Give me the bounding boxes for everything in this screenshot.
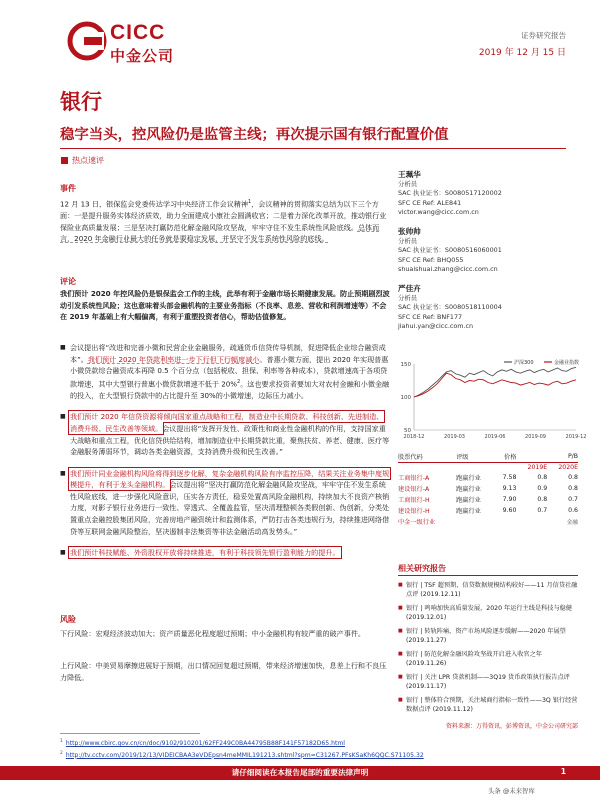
related-item[interactable]: ■ 银行 | TSF 超预期，信贷数据规模结构较好——11 月信贷社融点评 (2019.12.11): [398, 581, 578, 599]
y-tick-label: 100: [400, 395, 411, 401]
analyst-email[interactable]: victor.wang@cicc.com.cn: [398, 208, 479, 217]
x-tick-label: 2019-06: [484, 434, 506, 440]
footnote-ref[interactable]: 1: [247, 199, 252, 205]
table-row[interactable]: 建设银行-H 跑赢行业 9.60 0.7 0.6: [398, 507, 578, 515]
list-item: ■ 我们预计同业金融机构风险将得到逐步化解，复杂金融机构风险有序监控压降，结果关注业务集中度规模提升，有利于龙头金融机构。会议提出将“坚决打赢防范化解金融风险攻坚战，牢牢守住不发生系统性风险底线，进一步强化风险意识，压实各方责任，稳妥处置高风险金融机构，持续加大不良资产核销力度，对影子银行业务进行一致性、穿透式、全覆盖监管，坚决清理整顿各类假创新、伪创新，分类处置重点金融控股集团风险，完善房地产融资统计和监测体系，严防打击各类违规行为，持续推进网络借贷等互联网金融风险整治，坚决遏制非法集资等非法金融活动高发势头。”: [60, 468, 390, 538]
source-note: 资料来源：万得资讯，彭博资讯，中金公司研究部: [445, 723, 578, 730]
table-row[interactable]: 中金一级行业 金融: [398, 519, 578, 526]
related-item[interactable]: ■ 银行 | 转轨阵痛，资产市场风险逐步缓解——2020 年展望 (2019.11.27): [398, 627, 578, 645]
list-item: ■ 我们预计 2020 年信贷资源将倾向国家重点战略和工程，制造业中长期贷款、科技创新、先进制造、消费升级、民生改善等领域。会议提出将“发挥开发性、政策性和商业性金融机构的作用，支持国家重大战略和重点工程，优化信贷供给结构，增加制造业中长期贷款比重，聚焦扶贫、养老、健康、医疗等金融服务薄弱环节，调动各类金融资源，支持消费升级和民生改善。”: [60, 411, 390, 457]
analyst-email[interactable]: shuaishuai.zhang@cicc.com.cn: [398, 265, 498, 274]
footnote: $^2$ http://tv.cctv.com/2019/12/13/VIDEICBAA3eVDEpsn4meMMIL191213.shtml?spm=C31267.PFsKSaKh6QQC.S71105.32: [60, 750, 424, 759]
legend-label: 金融业指数: [554, 360, 580, 366]
footnote: $^1$ http://www.cbirc.gov.cn/cn/doc/9102/910201/62FF249C0BA44795B88F141F57182D65.html: [60, 739, 346, 748]
event-text: 12 月 13 日，银保监会党委传达学习中央经济工作会议精神$^1$，会议精神的贯彻落实总结为以下三个方面：一是提升服务实体经济质效，助力全面建成小康社会圆满收官；二是着力深化改革开放，推动银行业保险业高质量发展；三是坚决打赢防范化解金融风险攻坚战，牢牢守住不发生系统性风险底线。总体而言，2020 年金融行业最大的任务就是要稳定发展，并坚守不发生系统性风险的底线。: [60, 199, 387, 244]
y-tick-label: 150: [400, 362, 411, 368]
related-list: [398, 581, 578, 719]
footnote-link[interactable]: http://tv.cctv.com/2019/12/13/VIDEICBAA3eVDEpsn4meMMIL191213.shtml?spm=C31267.PFsKSaKh6QQC.S71105.32: [65, 751, 424, 759]
list-item: ■ 会议提出将“改进和完善小微和民营企业金融服务，疏通货币信贷传导机制，促进降低企业综合融资成本”。我们预计 2020 年贷款利率进一步下行但下行幅度减小。普惠小微方面，提出 2020 年实现普惠小微贷款综合融资成本再降 0.5 个百分点（包括税收、担保、利率等各种成本），贷款增速高于各项贷款增速，其中大型银行普惠小微贷款增速不低于 20%$^2$。这也要求投资者要加大对农村金融和小微金融的投入，在大型银行贷款中的占比提升至 30%的小微增速，边际压力减小。: [60, 342, 390, 401]
brand-name: CICC: [110, 21, 166, 44]
doc-type: 证券研究报告: [521, 31, 566, 40]
cicc-logo-icon: [68, 22, 106, 60]
stock-table: [398, 451, 578, 527]
footnote-link[interactable]: http://www.cbirc.gov.cn/cn/doc/9102/910201/62FF249C0BA44795B88F141F57182D65.html: [65, 740, 346, 748]
cicc-logo: [68, 20, 178, 66]
x-tick-label: 2018-12: [403, 434, 425, 440]
report-headline: 稳字当头，控风险仍是监管主线；再次提示国有银行配置价值: [60, 127, 449, 143]
y-tick-label: 50: [404, 428, 411, 434]
table-row[interactable]: 建设银行-A 跑赢行业 9.13 0.9 0.8: [398, 485, 578, 493]
legend-label: 沪深300: [514, 360, 534, 366]
x-tick-label: 2019-03: [444, 434, 465, 440]
watermark: 头条 @未来智库: [488, 787, 535, 795]
title-rule: [60, 148, 566, 149]
related-item[interactable]: ■ 银行 | 关注 LPR 贷款机制——3Q19 货币政策执行报告点评 (2019.11.17): [398, 673, 578, 691]
brand-name-cn: 中金公司: [110, 47, 175, 65]
page-number: 1: [560, 767, 566, 776]
related-item[interactable]: ■ 银行 | 防范化解金融风险攻坚战开启进入收官之年 (2019.11.26): [398, 650, 578, 668]
tag-square-icon: [61, 157, 68, 164]
x-tick-label: 2019-09: [525, 434, 546, 440]
analyst-card: 严佳卉 分析员 SAC 执业证书：S0080518110004 SFC CE Ref: BNF177 jiahui.yan@cicc.com.cn: [398, 284, 578, 332]
report-date: 2019 年 12 月 15 日: [478, 48, 566, 58]
related-item[interactable]: ■ 银行 | 整体符合预期，关注城商行指标一致性——3Q 银行经营数据点评 (2019.11.12): [398, 696, 578, 714]
footnotes: [60, 737, 580, 760]
sector-title: 银行: [60, 90, 102, 114]
comment-bullets: [60, 342, 390, 565]
footnote-rule: [60, 733, 200, 734]
list-item: ■ 我们预计科技赋能、外资股权开放将持续推进，有利于科技领先银行盈利能力的提升。: [60, 547, 390, 559]
series-line-1: [414, 373, 576, 397]
comment-bold: 我们预计 2020 年控风险仍是银保监会工作的主线，此举有利于金融市场长期健康发展。防止预期剧烈波动引发系统性风险；这也意味着头部金融机构的主要业务指标（不良率、息差、营收和利润增速等）不会在 2019 年基础上有大幅偏离，有利于重塑投资者信心，帮助估值修复。: [60, 289, 390, 322]
event-title: 事件: [60, 184, 76, 193]
comment-title: 评论: [60, 277, 76, 286]
related-item[interactable]: ■ 银行 | 鸣响加快高质量发展，2020 年运行主线是科技与稳健 (2019.12.01): [398, 604, 578, 622]
legal-disclaimer: 请仔细阅读在本报告尾部的重要法律声明: [231, 768, 369, 777]
risk-down: 下行风险：宏观经济波动加大；资产质量恶化程度超过预期；中小金融机构有较严重的破产事件。: [60, 629, 366, 638]
table-row[interactable]: 工商银行-A 跑赢行业 7.58 0.8 0.8: [398, 474, 578, 482]
risk-title: 风险: [60, 615, 76, 624]
related-title: 相关研究报告: [398, 564, 446, 573]
event-highlight: 总体而言，2020 年金融行业最大的任务就是要稳定发展，并坚守不发生系统性风险的底线。: [60, 222, 380, 244]
table-row[interactable]: 工商银行-H 跑赢行业 7.90 0.8 0.7: [398, 496, 578, 504]
performance-chart: [394, 356, 587, 446]
analyst-list: [398, 170, 578, 341]
table-header: 2019E 2020E: [527, 464, 578, 471]
risk-up: 上行风险：中美贸易摩擦进展好于预期，出口情况回复超过预期，带来经济增速加快，息差上行和不良压力降低。: [60, 661, 387, 682]
analyst-email[interactable]: jiahui.yan@cicc.com.cn: [398, 322, 474, 331]
footnote-ref[interactable]: 2: [237, 378, 241, 385]
related-rule: [398, 575, 578, 576]
analyst-card: 张帅帅 分析员 SAC 执业证书：S0080516060001 SFC CE Ref: BHQ055 shuaishuai.zhang@cicc.com.cn: [398, 227, 578, 275]
report-tag: 热点速评: [72, 156, 104, 165]
analyst-card: 王珮华 分析员 SAC 执业证书：S0080517120002 SFC CE Ref: ALE841 victor.wang@cicc.com.cn: [398, 170, 578, 218]
x-tick-label: 2019-12: [565, 434, 587, 440]
table-header: 股票代码 评级 价格 P/B: [398, 453, 578, 461]
